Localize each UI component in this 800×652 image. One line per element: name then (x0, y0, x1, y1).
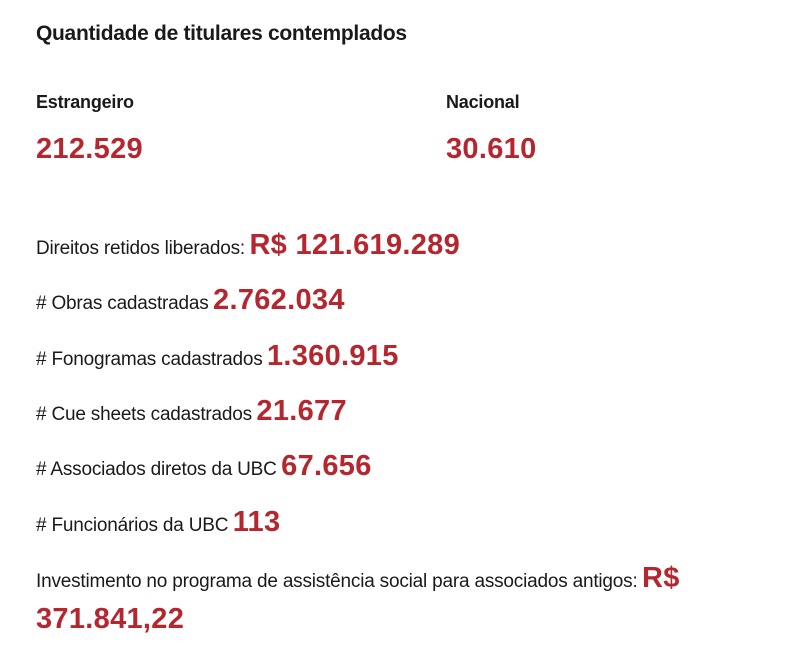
stat-value: 113 (232, 506, 281, 538)
stat-label: Direitos retidos liberados: (36, 238, 245, 259)
estrangeiro-block (36, 92, 143, 166)
stat-value: R$ 371.841,22 (36, 562, 680, 635)
stat-value: 1.360.915 (266, 340, 399, 372)
stat-value: R$ 121.619.289 (249, 229, 461, 261)
stat-funcionarios (36, 506, 280, 539)
stat-direitos-retidos (36, 229, 460, 262)
stat-fonogramas (36, 340, 399, 373)
stat-label: # Fonogramas cadastrados (36, 349, 263, 370)
stat-label: # Funcionários da UBC (36, 515, 229, 536)
stat-label: # Associados diretos da UBC (36, 459, 277, 480)
stat-associados (36, 450, 372, 483)
nacional-value: 30.610 (446, 133, 537, 165)
stat-investimento (36, 560, 776, 642)
stat-label: # Cue sheets cadastrados (36, 404, 252, 425)
stat-cue-sheets (36, 395, 347, 428)
page-title: Quantidade de titulares contemplados (36, 22, 407, 45)
stat-label: # Obras cadastradas (36, 293, 209, 314)
stat-value: 21.677 (256, 395, 347, 427)
stat-value: 2.762.034 (213, 284, 345, 316)
nacional-label: Nacional (446, 92, 520, 112)
stat-value: 67.656 (281, 450, 372, 482)
estrangeiro-value: 212.529 (36, 133, 143, 165)
stat-obras (36, 284, 345, 317)
nacional-block (446, 92, 537, 166)
estrangeiro-label: Estrangeiro (36, 92, 134, 112)
stat-label: Investimento no programa de assistência social para associados antigos: (36, 571, 638, 592)
